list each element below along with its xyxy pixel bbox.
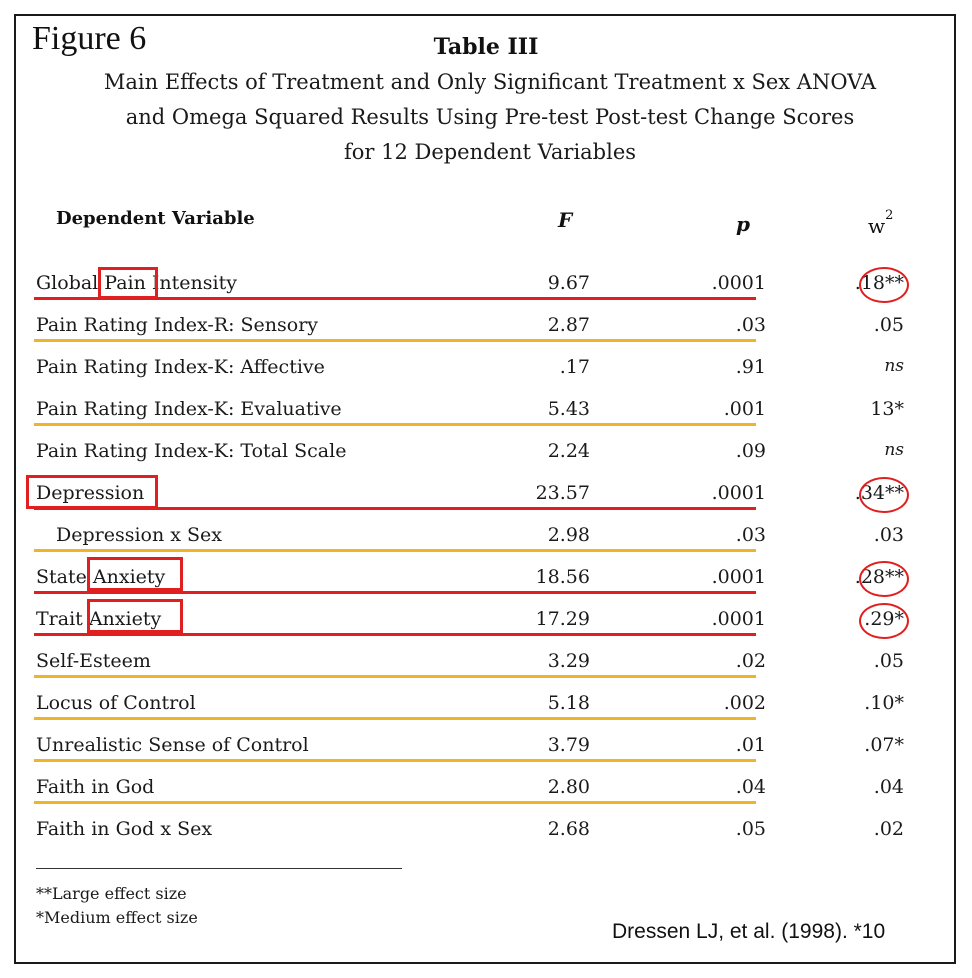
cell-f: 3.29 (547, 650, 590, 672)
cell-omega-squared: ns (884, 440, 904, 460)
header-w: w (868, 214, 886, 238)
highlight-circle-omega (859, 477, 909, 513)
cell-variable: Depression (36, 482, 145, 504)
cell-variable: Locus of Control (36, 692, 196, 714)
table-row (0, 686, 972, 728)
cell-variable: State Anxiety (36, 566, 166, 588)
cell-variable: Unrealistic Sense of Control (36, 734, 309, 756)
highlight-circle-omega (859, 561, 909, 597)
cell-p: .09 (735, 440, 766, 462)
table-row (0, 350, 972, 392)
cell-p: .001 (723, 398, 766, 420)
cell-p: .03 (735, 524, 766, 546)
cell-omega-squared: .28** (854, 566, 904, 588)
table-row (0, 518, 972, 560)
highlight-circle-omega (859, 267, 909, 303)
cell-variable: Global Pain Intensity (36, 272, 237, 294)
cell-p: .02 (735, 650, 766, 672)
cell-omega-squared: 13* (870, 398, 904, 420)
cell-f: 2.68 (547, 818, 590, 840)
cell-p: .05 (735, 818, 766, 840)
cell-omega-squared: .10* (864, 692, 904, 714)
cell-omega-squared: ns (884, 356, 904, 376)
table-caption-line-1: Main Effects of Treatment and Only Significant Treatment x Sex ANOVA (103, 70, 877, 94)
table-row (0, 644, 972, 686)
table-caption-line-2: and Omega Squared Results Using Pre-test Post-test Change Scores (125, 105, 855, 129)
cell-variable: Pain Rating Index-K: Total Scale (36, 440, 347, 462)
cell-p: .0001 (711, 566, 766, 588)
header-p: p (736, 212, 750, 236)
table-title: Table III (433, 34, 539, 60)
cell-p: .01 (735, 734, 766, 756)
cell-omega-squared: .05 (873, 314, 904, 336)
cell-variable: Depression x Sex (56, 524, 222, 546)
cell-f: 3.79 (547, 734, 590, 756)
cell-omega-squared: .04 (873, 776, 904, 798)
header-w-superscript: 2 (885, 208, 894, 224)
highlight-box-state-anxiety (87, 557, 183, 591)
table-row (0, 434, 972, 476)
table-caption-line-3: for 12 Dependent Variables (343, 140, 637, 164)
highlight-circle-omega (859, 603, 909, 639)
header-f: F (558, 208, 573, 232)
table-row (0, 392, 972, 434)
highlight-box-trait-anxiety (87, 599, 183, 633)
footnote-divider (36, 868, 402, 869)
yellow-underline (34, 759, 756, 762)
cell-variable: Pain Rating Index-K: Affective (36, 356, 325, 378)
cell-variable: Pain Rating Index-R: Sensory (36, 314, 319, 336)
cell-omega-squared: .05 (873, 650, 904, 672)
cell-p: .04 (735, 776, 766, 798)
cell-f: 2.80 (547, 776, 590, 798)
cell-omega-squared: .07* (864, 734, 904, 756)
cell-f: 2.24 (547, 440, 590, 462)
cell-f: 5.43 (547, 398, 590, 420)
table-row (0, 812, 972, 854)
cell-omega-squared: .02 (873, 818, 904, 840)
yellow-underline (34, 423, 756, 426)
cell-f: 23.57 (535, 482, 590, 504)
cell-f: 18.56 (535, 566, 590, 588)
cell-p: .0001 (711, 482, 766, 504)
cell-variable: Trait Anxiety (36, 608, 162, 630)
cell-p: .002 (723, 692, 766, 714)
footnote-large-effect: **Large effect size (36, 884, 187, 903)
cell-f: 2.98 (547, 524, 590, 546)
cell-p: .91 (735, 356, 766, 378)
yellow-underline (34, 801, 756, 804)
cell-p: .0001 (711, 608, 766, 630)
header-dependent-variable: Dependent Variable (56, 208, 255, 229)
cell-variable: Faith in God (36, 776, 155, 798)
cell-variable: Pain Rating Index-K: Evaluative (36, 398, 342, 420)
highlight-box-depression (26, 475, 158, 509)
yellow-underline (34, 675, 756, 678)
table-row (0, 308, 972, 350)
cell-omega-squared: .18** (854, 272, 904, 294)
table-row (0, 728, 972, 770)
cell-f: 17.29 (535, 608, 590, 630)
cell-omega-squared: .34** (854, 482, 904, 504)
table-row (0, 770, 972, 812)
cell-omega-squared: .03 (873, 524, 904, 546)
cell-omega-squared: .29* (864, 608, 904, 630)
cell-f: 2.87 (547, 314, 590, 336)
cell-f: 5.18 (547, 692, 590, 714)
yellow-underline (34, 339, 756, 342)
cell-p: .03 (735, 314, 766, 336)
footnote-medium-effect: *Medium effect size (36, 908, 198, 927)
highlight-box-pain (98, 267, 158, 299)
red-underline (34, 591, 756, 594)
yellow-underline (34, 717, 756, 720)
figure-label: Figure 6 (32, 20, 147, 57)
red-underline (34, 633, 756, 636)
yellow-underline (34, 549, 756, 552)
cell-variable: Faith in God x Sex (36, 818, 213, 840)
citation: Dressen LJ, et al. (1998). *10 (612, 920, 886, 943)
cell-variable: Self-Esteem (36, 650, 151, 672)
cell-f: .17 (559, 356, 590, 378)
cell-f: 9.67 (547, 272, 590, 294)
header-omega-squared (868, 208, 894, 238)
cell-p: .0001 (711, 272, 766, 294)
